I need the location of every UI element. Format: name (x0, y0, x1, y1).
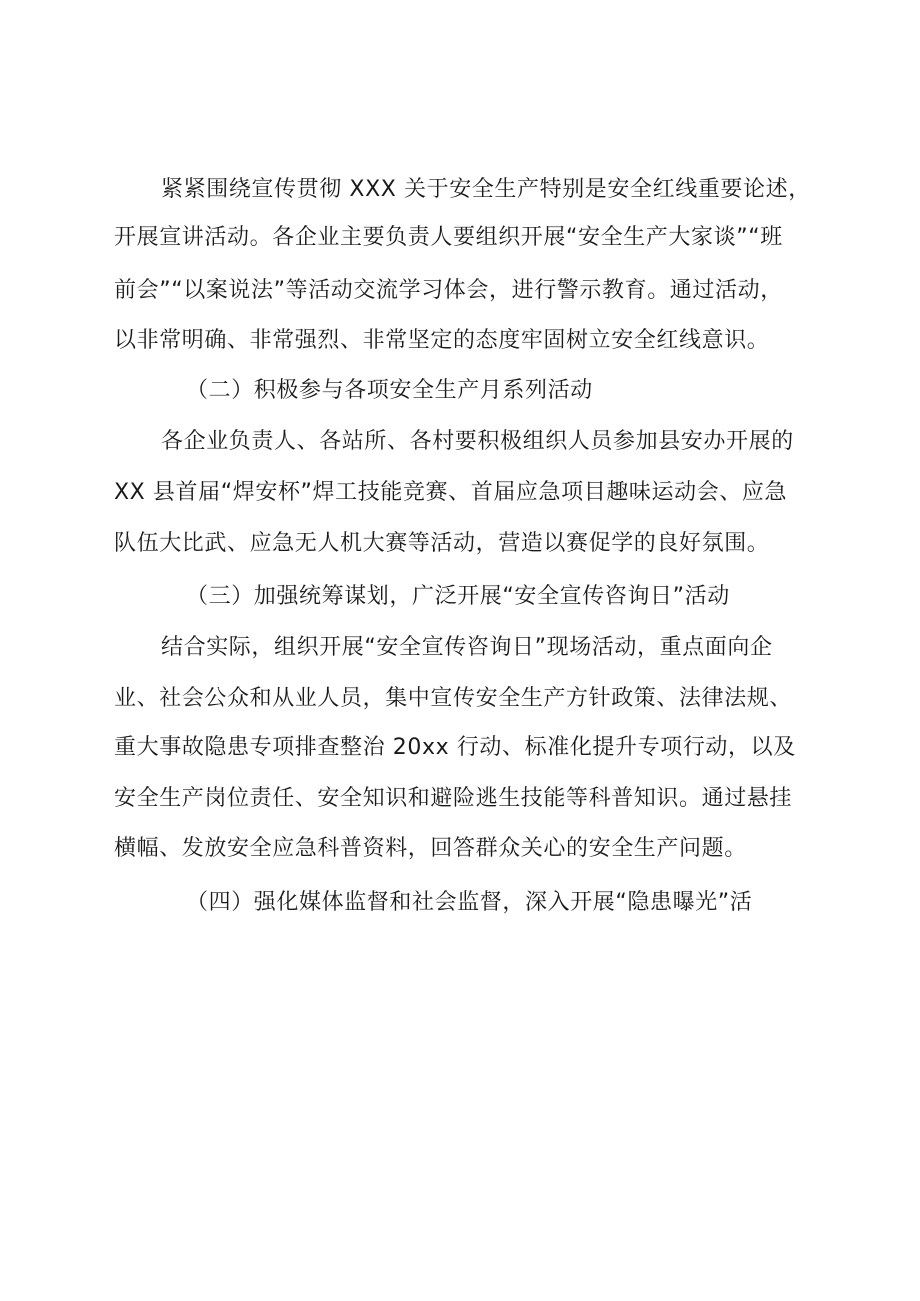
paragraph-3-line-5: 横幅、发放安全应急科普资料，回答群众关心的安全生产问题。 (114, 836, 747, 861)
paragraph-3-line-2: 业、社会公众和从业人员，集中宣传安全生产方针政策、法律法规、 (114, 686, 793, 711)
paragraph-1-line-2: 开展宣讲活动。各企业主要负责人要组织开展“安全生产大家谈”“班 (114, 225, 783, 250)
section-heading-4: （四）强化媒体监督和社会监督，深入开展“隐患曝光”活 (186, 890, 753, 915)
paragraph-2-line-2: XX 县首届“焊安杯”焊工技能竞赛、首届应急项目趣味运动会、应急 (114, 480, 788, 505)
paragraph-2-line-3: 队伍大比武、应急无人机大赛等活动，营造以赛促学的良好氛围。 (114, 531, 770, 556)
paragraph-1-line-1: 紧紧围绕宣传贯彻 XXX 关于安全生产特别是安全红线重要论述， (161, 177, 811, 202)
paragraph-3-line-4: 安全生产岗位责任、安全知识和避险逃生技能等科普知识。通过悬挂 (114, 786, 793, 811)
paragraph-3-line-1: 结合实际，组织开展“安全宣传咨询日”现场活动，重点面向企 (161, 635, 773, 660)
paragraph-1-line-3: 前会”“以案说法”等活动交流学习体会，进行警示教育。通过活动， (114, 278, 783, 303)
section-heading-3: （三）加强统筹谋划，广泛开展“安全宣传咨询日”活动 (186, 584, 730, 609)
paragraph-1-line-4: 以非常明确、非常强烈、非常坚定的态度牢固树立安全红线意识。 (114, 328, 770, 353)
section-heading-2: （二）积极参与各项安全生产月系列活动 (186, 378, 593, 403)
paragraph-2-line-1: 各企业负责人、各站所、各村要积极组织人员参加县安办开展的 (161, 429, 794, 454)
paragraph-3-line-3: 重大事故隐患专项排查整治 20xx 行动、标准化提升专项行动，以及 (114, 735, 796, 760)
